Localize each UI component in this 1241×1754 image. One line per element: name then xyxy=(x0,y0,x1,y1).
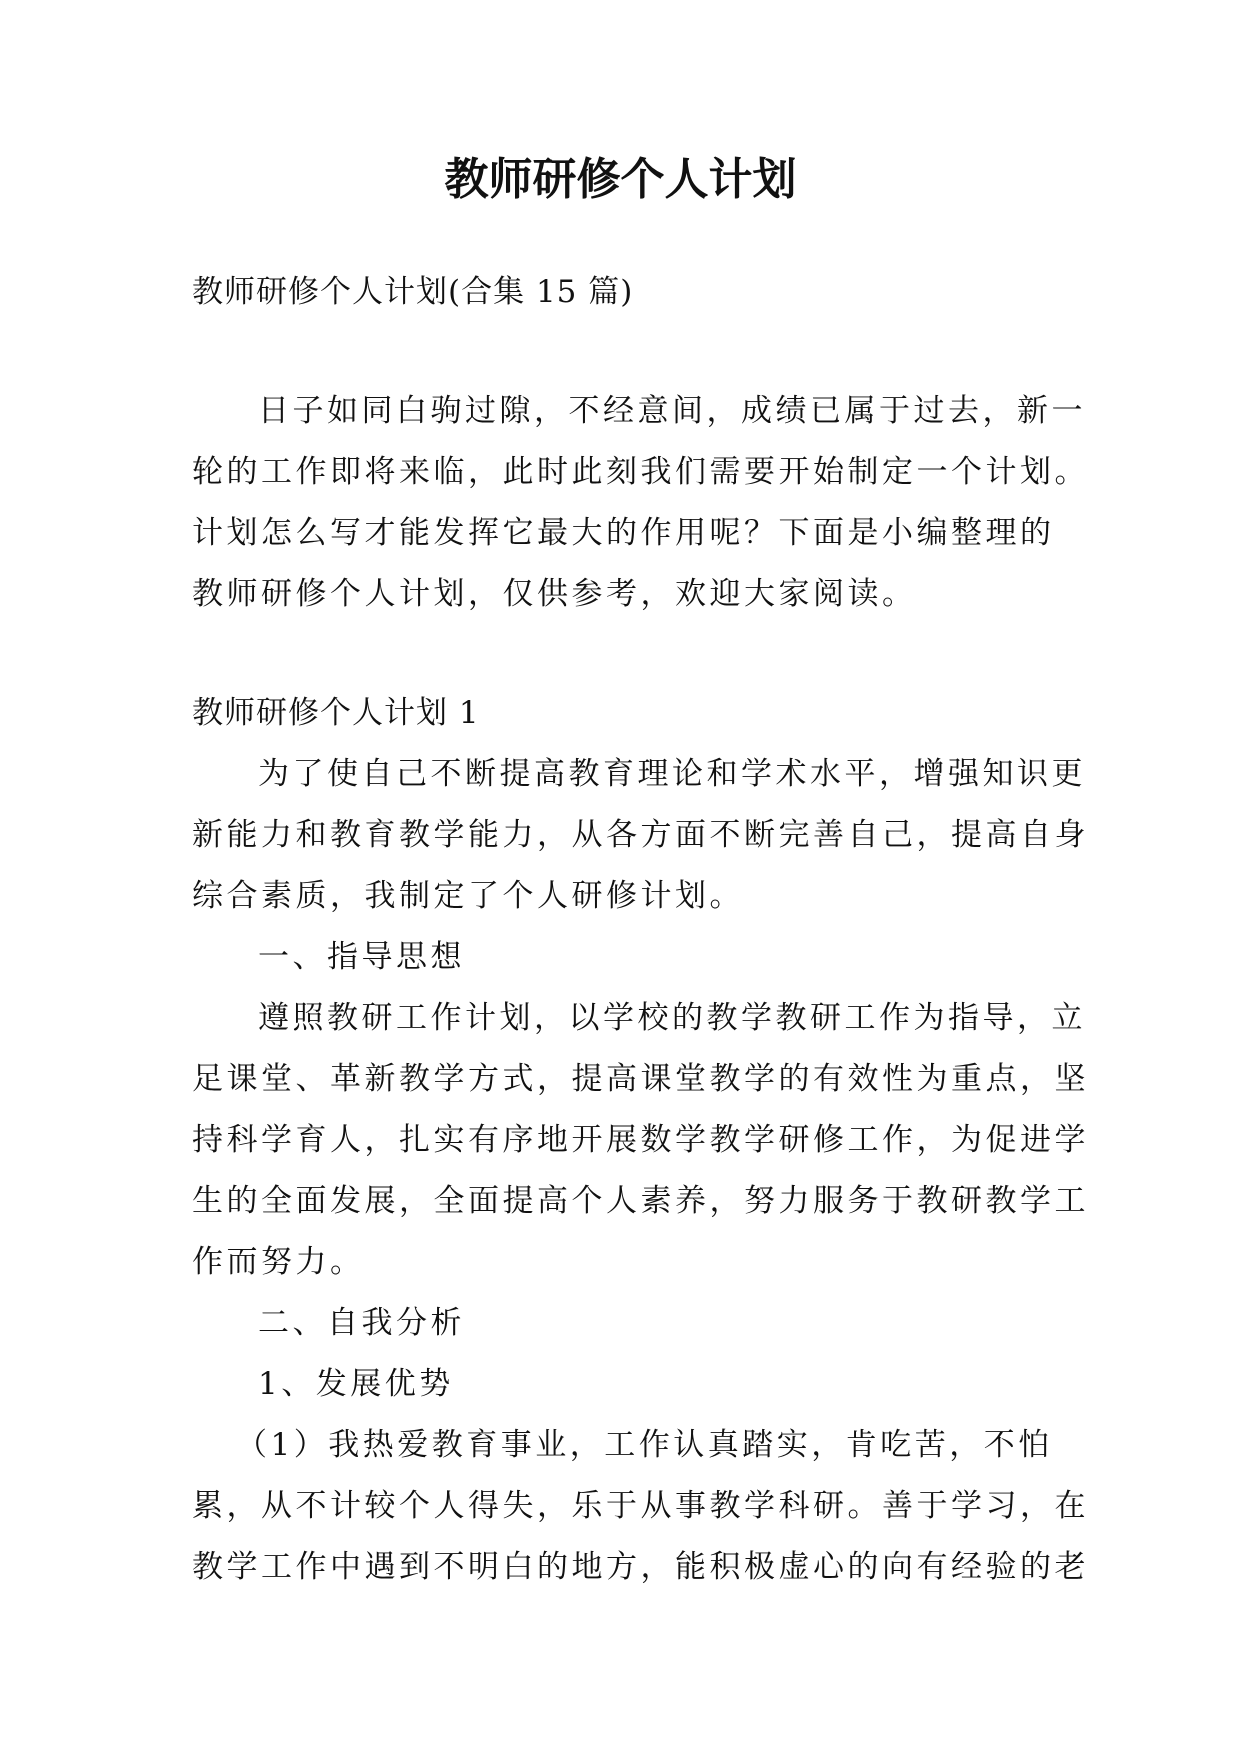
document-subtitle: 教师研修个人计划(合集 15 篇) xyxy=(192,274,634,310)
paragraph-line: 生的全面发展，全面提高个人素养，努力服务于教研教学工 xyxy=(192,1183,1089,1219)
intro-line: 日子如同白驹过隙，不经意间，成绩已属于过去，新一 xyxy=(258,393,1086,429)
paragraph-line: 作而努力。 xyxy=(192,1244,365,1280)
intro-paragraph xyxy=(192,381,1089,625)
section-heading: 教师研修个人计划 1 xyxy=(192,695,480,731)
paragraph-line: 足课堂、革新教学方式，提高课堂教学的有效性为重点，坚 xyxy=(192,1061,1089,1097)
paragraph-line: 教学工作中遇到不明白的地方，能积极虚心的向有经验的老 xyxy=(192,1549,1089,1585)
advantage-paragraph xyxy=(192,1415,1089,1598)
paragraph-line: 累，从不计较个人得失，乐于从事教学科研。善于学习，在 xyxy=(192,1488,1089,1524)
intro-line: 计划怎么写才能发挥它最大的作用呢？下面是小编整理的 xyxy=(192,515,1055,551)
paragraph-line: 为了使自己不断提高教育理论和学术水平，增强知识更 xyxy=(258,756,1086,792)
document-title: 教师研修个人计划 xyxy=(444,154,797,205)
intro-line: 教师研修个人计划，仅供参考，欢迎大家阅读。 xyxy=(192,576,917,612)
paragraph-line: 遵照教研工作计划，以学校的教学教研工作为指导，立 xyxy=(258,1000,1086,1036)
guiding-paragraph xyxy=(192,988,1089,1293)
paragraph-line: 综合素质，我制定了个人研修计划。 xyxy=(192,878,744,914)
intro-line: 轮的工作即将来临，此时此刻我们需要开始制定一个计划。 xyxy=(192,454,1089,490)
heading-self-analysis: 二、自我分析 xyxy=(258,1305,465,1341)
heading-advantage: 1、发展优势 xyxy=(258,1366,454,1402)
heading-guiding-thought: 一、指导思想 xyxy=(258,939,465,975)
paragraph-line: （1）我热爱教育事业，工作认真踏实，肯吃苦，不怕 xyxy=(236,1427,1053,1463)
document-body xyxy=(192,262,1089,1598)
paragraph-line: 持科学育人，扎实有序地开展数学教学研修工作，为促进学 xyxy=(192,1122,1089,1158)
paragraph-line: 新能力和教育教学能力，从各方面不断完善自己，提高自身 xyxy=(192,817,1089,853)
section1-paragraph xyxy=(192,744,1089,927)
